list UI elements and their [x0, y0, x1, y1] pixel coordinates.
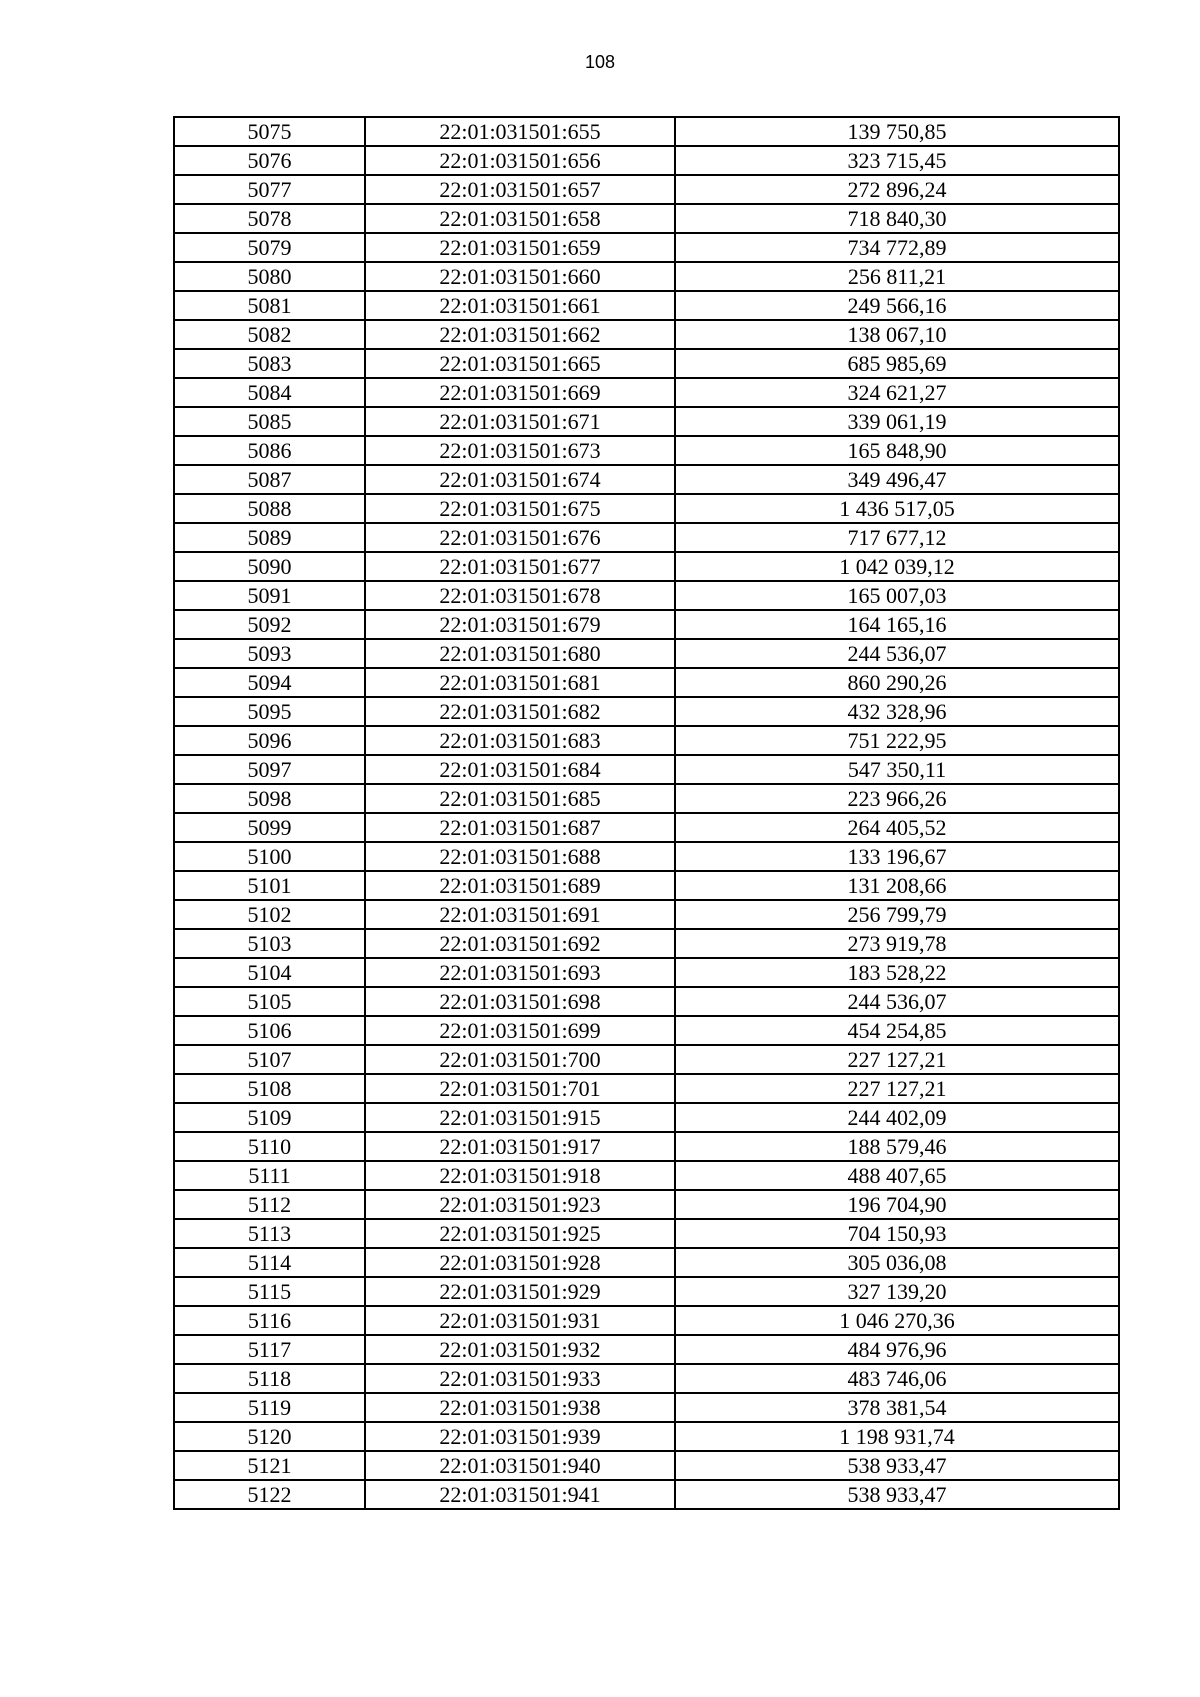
- row-number-cell: 5087: [174, 465, 365, 494]
- value-cell: 717 677,12: [675, 523, 1119, 552]
- table-row: [174, 1277, 1119, 1306]
- value-cell: 196 704,90: [675, 1190, 1119, 1219]
- table-row: [174, 1190, 1119, 1219]
- table-row: [174, 900, 1119, 929]
- row-number-cell: 5079: [174, 233, 365, 262]
- cadastral-number-cell: 22:01:031501:681: [365, 668, 675, 697]
- table-row: [174, 523, 1119, 552]
- row-number-cell: 5092: [174, 610, 365, 639]
- cadastral-number-cell: 22:01:031501:685: [365, 784, 675, 813]
- value-cell: 244 402,09: [675, 1103, 1119, 1132]
- table-row: [174, 378, 1119, 407]
- cadastral-number-cell: 22:01:031501:701: [365, 1074, 675, 1103]
- value-cell: 165 007,03: [675, 581, 1119, 610]
- cadastral-number-cell: 22:01:031501:917: [365, 1132, 675, 1161]
- table-row: [174, 610, 1119, 639]
- row-number-cell: 5103: [174, 929, 365, 958]
- cadastral-number-cell: 22:01:031501:658: [365, 204, 675, 233]
- row-number-cell: 5088: [174, 494, 365, 523]
- row-number-cell: 5106: [174, 1016, 365, 1045]
- table-row: [174, 726, 1119, 755]
- cadastral-number-cell: 22:01:031501:932: [365, 1335, 675, 1364]
- table-row: [174, 987, 1119, 1016]
- cadastral-number-cell: 22:01:031501:656: [365, 146, 675, 175]
- value-cell: 860 290,26: [675, 668, 1119, 697]
- table-row: [174, 1393, 1119, 1422]
- table-row: [174, 552, 1119, 581]
- row-number-cell: 5086: [174, 436, 365, 465]
- row-number-cell: 5115: [174, 1277, 365, 1306]
- value-cell: 305 036,08: [675, 1248, 1119, 1277]
- value-cell: 227 127,21: [675, 1074, 1119, 1103]
- table-row: [174, 1161, 1119, 1190]
- cadastral-number-cell: 22:01:031501:700: [365, 1045, 675, 1074]
- cadastral-number-cell: 22:01:031501:657: [365, 175, 675, 204]
- page-number: 108: [584, 52, 616, 72]
- table-row: [174, 320, 1119, 349]
- cadastral-number-cell: 22:01:031501:675: [365, 494, 675, 523]
- row-number-cell: 5081: [174, 291, 365, 320]
- value-cell: 223 966,26: [675, 784, 1119, 813]
- value-cell: 256 799,79: [675, 900, 1119, 929]
- row-number-cell: 5112: [174, 1190, 365, 1219]
- row-number-cell: 5075: [174, 117, 365, 146]
- table-row: [174, 871, 1119, 900]
- row-number-cell: 5110: [174, 1132, 365, 1161]
- value-cell: 734 772,89: [675, 233, 1119, 262]
- cadastral-number-cell: 22:01:031501:929: [365, 1277, 675, 1306]
- table-row: [174, 407, 1119, 436]
- cadastral-number-cell: 22:01:031501:659: [365, 233, 675, 262]
- cadastral-number-cell: 22:01:031501:683: [365, 726, 675, 755]
- table-row: [174, 117, 1119, 146]
- table-row: [174, 1248, 1119, 1277]
- table-row: [174, 1335, 1119, 1364]
- cadastral-number-cell: 22:01:031501:923: [365, 1190, 675, 1219]
- value-cell: 256 811,21: [675, 262, 1119, 291]
- value-cell: 484 976,96: [675, 1335, 1119, 1364]
- value-cell: 183 528,22: [675, 958, 1119, 987]
- cadastral-number-cell: 22:01:031501:676: [365, 523, 675, 552]
- row-number-cell: 5080: [174, 262, 365, 291]
- table-row: [174, 842, 1119, 871]
- table-row: [174, 697, 1119, 726]
- value-cell: 1 436 517,05: [675, 494, 1119, 523]
- row-number-cell: 5084: [174, 378, 365, 407]
- cadastral-number-cell: 22:01:031501:687: [365, 813, 675, 842]
- cadastral-number-cell: 22:01:031501:660: [365, 262, 675, 291]
- cadastral-number-cell: 22:01:031501:939: [365, 1422, 675, 1451]
- table-row: [174, 1480, 1119, 1509]
- table-row: [174, 262, 1119, 291]
- table-row: [174, 581, 1119, 610]
- table-row: [174, 813, 1119, 842]
- row-number-cell: 5101: [174, 871, 365, 900]
- value-cell: 718 840,30: [675, 204, 1119, 233]
- row-number-cell: 5078: [174, 204, 365, 233]
- value-cell: 751 222,95: [675, 726, 1119, 755]
- table-row: [174, 291, 1119, 320]
- cadastral-number-cell: 22:01:031501:925: [365, 1219, 675, 1248]
- cadastral-number-cell: 22:01:031501:688: [365, 842, 675, 871]
- row-number-cell: 5104: [174, 958, 365, 987]
- value-cell: 1 042 039,12: [675, 552, 1119, 581]
- value-cell: 324 621,27: [675, 378, 1119, 407]
- value-cell: 432 328,96: [675, 697, 1119, 726]
- cadastral-number-cell: 22:01:031501:682: [365, 697, 675, 726]
- value-cell: 488 407,65: [675, 1161, 1119, 1190]
- value-cell: 139 750,85: [675, 117, 1119, 146]
- row-number-cell: 5107: [174, 1045, 365, 1074]
- cadastral-number-cell: 22:01:031501:931: [365, 1306, 675, 1335]
- value-cell: 165 848,90: [675, 436, 1119, 465]
- row-number-cell: 5094: [174, 668, 365, 697]
- row-number-cell: 5120: [174, 1422, 365, 1451]
- row-number-cell: 5121: [174, 1451, 365, 1480]
- value-cell: 483 746,06: [675, 1364, 1119, 1393]
- cadastral-number-cell: 22:01:031501:689: [365, 871, 675, 900]
- value-cell: 327 139,20: [675, 1277, 1119, 1306]
- row-number-cell: 5093: [174, 639, 365, 668]
- cadastral-number-cell: 22:01:031501:938: [365, 1393, 675, 1422]
- table-row: [174, 1132, 1119, 1161]
- row-number-cell: 5096: [174, 726, 365, 755]
- value-cell: 378 381,54: [675, 1393, 1119, 1422]
- cadastral-number-cell: 22:01:031501:671: [365, 407, 675, 436]
- table-body: [174, 117, 1119, 1509]
- row-number-cell: 5117: [174, 1335, 365, 1364]
- row-number-cell: 5102: [174, 900, 365, 929]
- row-number-cell: 5085: [174, 407, 365, 436]
- table-row: [174, 784, 1119, 813]
- row-number-cell: 5083: [174, 349, 365, 378]
- cadastral-number-cell: 22:01:031501:699: [365, 1016, 675, 1045]
- cadastral-number-cell: 22:01:031501:698: [365, 987, 675, 1016]
- row-number-cell: 5098: [174, 784, 365, 813]
- table-row: [174, 639, 1119, 668]
- row-number-cell: 5095: [174, 697, 365, 726]
- value-cell: 323 715,45: [675, 146, 1119, 175]
- table-row: [174, 668, 1119, 697]
- table-row: [174, 1016, 1119, 1045]
- cadastral-number-cell: 22:01:031501:915: [365, 1103, 675, 1132]
- value-cell: 138 067,10: [675, 320, 1119, 349]
- value-cell: 244 536,07: [675, 639, 1119, 668]
- table-row: [174, 436, 1119, 465]
- cadastral-number-cell: 22:01:031501:940: [365, 1451, 675, 1480]
- cadastral-number-cell: 22:01:031501:673: [365, 436, 675, 465]
- value-cell: 538 933,47: [675, 1480, 1119, 1509]
- cadastral-number-cell: 22:01:031501:941: [365, 1480, 675, 1509]
- cadastral-number-cell: 22:01:031501:692: [365, 929, 675, 958]
- cadastral-number-cell: 22:01:031501:933: [365, 1364, 675, 1393]
- row-number-cell: 5113: [174, 1219, 365, 1248]
- cadastral-number-cell: 22:01:031501:662: [365, 320, 675, 349]
- value-cell: 244 536,07: [675, 987, 1119, 1016]
- value-cell: 685 985,69: [675, 349, 1119, 378]
- value-cell: 339 061,19: [675, 407, 1119, 436]
- value-cell: 538 933,47: [675, 1451, 1119, 1480]
- cadastral-number-cell: 22:01:031501:677: [365, 552, 675, 581]
- table-row: [174, 146, 1119, 175]
- table-row: [174, 465, 1119, 494]
- cadastral-value-table: [173, 116, 1120, 1510]
- value-cell: 131 208,66: [675, 871, 1119, 900]
- value-cell: 1 046 270,36: [675, 1306, 1119, 1335]
- row-number-cell: 5100: [174, 842, 365, 871]
- cadastral-number-cell: 22:01:031501:661: [365, 291, 675, 320]
- table-row: [174, 1364, 1119, 1393]
- row-number-cell: 5082: [174, 320, 365, 349]
- row-number-cell: 5116: [174, 1306, 365, 1335]
- table-row: [174, 1045, 1119, 1074]
- value-cell: 133 196,67: [675, 842, 1119, 871]
- row-number-cell: 5076: [174, 146, 365, 175]
- value-cell: 1 198 931,74: [675, 1422, 1119, 1451]
- row-number-cell: 5119: [174, 1393, 365, 1422]
- row-number-cell: 5077: [174, 175, 365, 204]
- row-number-cell: 5122: [174, 1480, 365, 1509]
- table-row: [174, 1219, 1119, 1248]
- cadastral-number-cell: 22:01:031501:693: [365, 958, 675, 987]
- value-cell: 249 566,16: [675, 291, 1119, 320]
- cadastral-number-cell: 22:01:031501:665: [365, 349, 675, 378]
- row-number-cell: 5099: [174, 813, 365, 842]
- row-number-cell: 5114: [174, 1248, 365, 1277]
- value-cell: 547 350,11: [675, 755, 1119, 784]
- cadastral-number-cell: 22:01:031501:684: [365, 755, 675, 784]
- table-row: [174, 1103, 1119, 1132]
- cadastral-number-cell: 22:01:031501:680: [365, 639, 675, 668]
- row-number-cell: 5097: [174, 755, 365, 784]
- row-number-cell: 5091: [174, 581, 365, 610]
- row-number-cell: 5105: [174, 987, 365, 1016]
- row-number-cell: 5090: [174, 552, 365, 581]
- cadastral-number-cell: 22:01:031501:678: [365, 581, 675, 610]
- value-cell: 349 496,47: [675, 465, 1119, 494]
- table-row: [174, 1422, 1119, 1451]
- cadastral-number-cell: 22:01:031501:928: [365, 1248, 675, 1277]
- cadastral-number-cell: 22:01:031501:669: [365, 378, 675, 407]
- table-row: [174, 349, 1119, 378]
- cadastral-number-cell: 22:01:031501:655: [365, 117, 675, 146]
- value-cell: 273 919,78: [675, 929, 1119, 958]
- row-number-cell: 5118: [174, 1364, 365, 1393]
- value-cell: 188 579,46: [675, 1132, 1119, 1161]
- cadastral-number-cell: 22:01:031501:918: [365, 1161, 675, 1190]
- table-row: [174, 1074, 1119, 1103]
- row-number-cell: 5108: [174, 1074, 365, 1103]
- row-number-cell: 5089: [174, 523, 365, 552]
- value-cell: 272 896,24: [675, 175, 1119, 204]
- cadastral-number-cell: 22:01:031501:691: [365, 900, 675, 929]
- row-number-cell: 5111: [174, 1161, 365, 1190]
- row-number-cell: 5109: [174, 1103, 365, 1132]
- table-row: [174, 494, 1119, 523]
- value-cell: 264 405,52: [675, 813, 1119, 842]
- value-cell: 454 254,85: [675, 1016, 1119, 1045]
- cadastral-number-cell: 22:01:031501:679: [365, 610, 675, 639]
- table-row: [174, 1306, 1119, 1335]
- table-row: [174, 204, 1119, 233]
- value-cell: 164 165,16: [675, 610, 1119, 639]
- table-row: [174, 1451, 1119, 1480]
- table-row: [174, 233, 1119, 262]
- value-cell: 227 127,21: [675, 1045, 1119, 1074]
- table-row: [174, 929, 1119, 958]
- table-row: [174, 755, 1119, 784]
- cadastral-number-cell: 22:01:031501:674: [365, 465, 675, 494]
- value-cell: 704 150,93: [675, 1219, 1119, 1248]
- table-row: [174, 958, 1119, 987]
- table-row: [174, 175, 1119, 204]
